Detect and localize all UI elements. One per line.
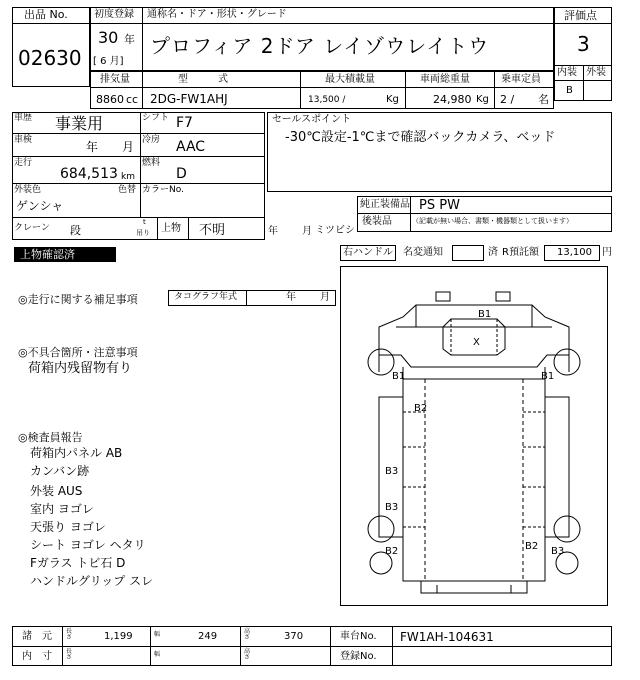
driving-remarks-title: ◎走行に関する補足事項 [18, 293, 138, 306]
recycle-unit: 円 [602, 247, 612, 258]
max-load-value: 13,500 / [308, 95, 346, 105]
name-change-label: 名変通知 [403, 247, 443, 258]
history-label: 車歴 [14, 113, 33, 123]
damage-mark: B2 [385, 546, 399, 557]
gross-weight-label: 車両総重量 [420, 74, 470, 85]
damage-mark: B2 [525, 541, 539, 552]
ext-color-label: 外装色 [14, 185, 42, 195]
capacity-value: 2 / [500, 93, 515, 106]
capacity-label: 乗車定員 [501, 74, 541, 85]
inspection-year: 年 [86, 140, 99, 154]
body-confirmed-banner: 上物確認済 [14, 247, 116, 262]
inspection-label: 車検 [14, 135, 33, 145]
gross-weight-unit: Kg [476, 94, 489, 105]
selling-points-text: -30℃設定-1℃まで確認バックカメラ、ベッド [285, 130, 556, 145]
interior-grade-label: 内装 [557, 67, 577, 78]
displacement-value: 8860 [96, 93, 124, 106]
crane-lift-bottom: 吊り [136, 229, 150, 237]
damage-mark: B3 [551, 546, 565, 557]
details-box [12, 112, 265, 240]
damage-mark: B1 [478, 309, 492, 320]
equipment-value: PS PW [419, 198, 460, 213]
displacement-label: 排気量 [100, 74, 130, 85]
width-value: 249 [198, 631, 218, 642]
fuel-label: 燃料 [142, 158, 161, 168]
inner-dims-label: 内 寸 [22, 651, 52, 662]
dims-label: 諸 元 [22, 631, 52, 642]
height-label: 高さ [244, 628, 251, 642]
capacity-unit: 名 [538, 93, 549, 106]
crane-stage: 段 [70, 224, 81, 237]
lot-label: 出品 No. [24, 8, 68, 21]
inspector-line: カンバン跡 [30, 464, 90, 478]
tachograph-month: 月 [320, 292, 330, 303]
inspector-line: シート ヨゴレ ヘタリ [30, 538, 146, 552]
body-maker: ミツビシ [315, 225, 355, 236]
reg-month: [ 6 月] [93, 56, 124, 67]
max-load-unit: Kg [386, 94, 399, 105]
exterior-grade-label: 外装 [586, 67, 606, 78]
rhd-box: 右ハンドル [340, 245, 396, 261]
truck-outline [341, 267, 607, 605]
inspector-line: Fガラス トビ石 D [30, 556, 126, 570]
model-label: 通称名・ドア・形状・グレード [147, 9, 287, 20]
length-value: 1,199 [104, 631, 133, 642]
length-label: 長さ [66, 628, 73, 642]
grade-value: 3 [577, 32, 590, 56]
grade-label: 評価点 [564, 9, 597, 22]
ext-color-value: ゲンシャ [16, 199, 64, 213]
tachograph-year: 年 [286, 292, 296, 303]
inner-height-label: 高さ [244, 648, 251, 662]
equipment-label: 純正装備品 [360, 199, 410, 210]
damage-mark: B1 [392, 371, 406, 382]
inner-length-label: 長さ [66, 648, 73, 662]
first-reg-label: 初度登録 [94, 9, 134, 20]
inspector-line: 天張り ヨゴレ [30, 520, 106, 534]
height-value: 370 [284, 631, 304, 642]
gross-weight-value: 24,980 [433, 93, 472, 106]
inner-width-label: 幅 [154, 651, 161, 658]
inspector-line: ハンドルグリップ スレ [30, 574, 154, 588]
damage-mark: B3 [385, 502, 399, 513]
aftermarket-label: 後装品 [362, 216, 392, 227]
inspector-line: 室内 ヨゴレ [30, 502, 94, 516]
inspector-line: 外装 AUS [30, 484, 83, 498]
vehicle-name: プロフィア 2ドア レイゾウレイトウ [150, 34, 490, 58]
reg-year: 30 [98, 28, 119, 47]
damage-mark: B2 [414, 403, 428, 414]
chassis-value: FW1AH-104631 [400, 630, 494, 644]
width-label: 幅 [154, 631, 161, 638]
inspection-month: 月 [122, 140, 135, 154]
model-code-label: 型 式 [178, 74, 228, 85]
interior-grade-value: B [566, 85, 573, 96]
mileage-label: 走行 [14, 158, 33, 168]
reg-no-label: 登録No. [340, 651, 377, 662]
ac-value: AAC [176, 139, 206, 155]
mileage-unit: km [121, 172, 135, 182]
crane-lift-top: t [143, 218, 146, 226]
fuel-value: D [176, 166, 187, 182]
max-load-label: 最大積載量 [325, 74, 375, 85]
inspector-line: 荷箱内パネル AB [30, 446, 123, 460]
color-no-label: 色替 [118, 185, 137, 195]
shift-value: F7 [176, 115, 193, 131]
tachograph-label: タコグラフ年式 [174, 292, 238, 302]
body-value: 不明 [199, 223, 226, 238]
damage-mark: B1 [541, 371, 555, 382]
mileage-value: 684,513 [60, 166, 118, 182]
body-label: 上物 [161, 223, 181, 234]
history-value: 事業用 [55, 114, 104, 133]
body-year: 年 [268, 226, 278, 237]
inspector-title: ◎検査員報告 [18, 431, 83, 444]
lot-number: 02630 [18, 46, 82, 70]
ac-label: 冷房 [142, 135, 161, 145]
reg-year-unit: 年 [124, 33, 135, 46]
shift-label: シフト [142, 113, 170, 123]
recycle-deposit-value: 13,100 [557, 247, 592, 258]
displacement-unit: cc [126, 93, 139, 106]
crane-label: クレーン [14, 223, 50, 233]
color-code-label: カラーNo. [142, 185, 184, 195]
recycle-deposit-label: R預託額 [502, 247, 539, 258]
model-code-value: 2DG-FW1AHJ [150, 92, 228, 106]
damage-mark: X [473, 337, 480, 348]
chassis-label: 車台No. [340, 631, 377, 642]
recycle-label: 済 [488, 247, 498, 258]
defects-title: ◎不具合箇所・注意事項 [18, 346, 138, 359]
defects-text: 荷箱内残留物有り [28, 361, 133, 376]
name-change-box [452, 245, 484, 261]
damage-diagram [340, 266, 608, 606]
damage-mark: B3 [385, 466, 399, 477]
body-month: 月 [302, 226, 312, 237]
aftermarket-note: （記載が無い場合、書類・機器類として扱います） [412, 217, 573, 225]
selling-points-label: セールスポイント [272, 114, 352, 125]
